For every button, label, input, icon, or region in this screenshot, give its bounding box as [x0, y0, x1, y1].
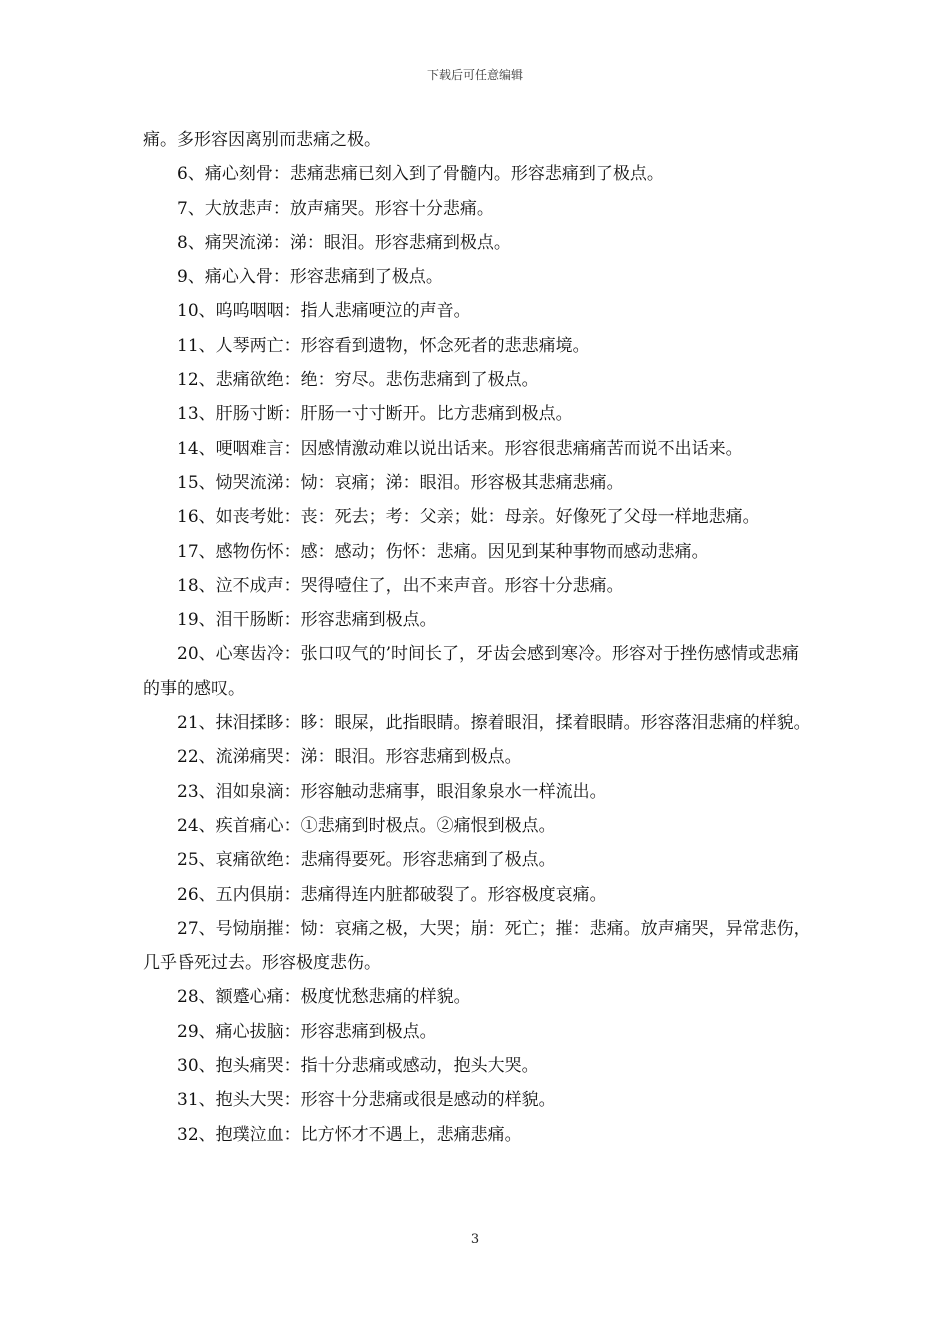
idiom-entry-11: 11、人琴两亡：形容看到遗物，怀念死者的悲悲痛境。: [177, 335, 590, 356]
idiom-entry-12: 12、悲痛欲绝：绝：穷尽。悲伤悲痛到了极点。: [177, 370, 539, 391]
idiom-entry-31: 31、抱头大哭：形容十分悲痛或很是感动的样貌。: [177, 1090, 556, 1111]
paragraph-continuation: 痛。多形容因离别而悲痛之极。: [143, 130, 381, 150]
idiom-entry-8: 8、痛哭流涕：涕：眼泪。形容悲痛到极点。: [177, 232, 511, 253]
idiom-entry-30: 30、抱头痛哭：指十分悲痛或感动，抱头大哭。: [177, 1056, 539, 1077]
idiom-entry-6: 6、痛心刻骨：悲痛悲痛已刻入到了骨髓内。形容悲痛到了极点。: [177, 164, 664, 185]
idiom-entry-22: 22、流涕痛哭：涕：眼泪。形容悲痛到极点。: [177, 747, 522, 768]
idiom-entry-27: 27、号恸崩摧：恸：哀痛之极，大哭；崩：死亡；摧：悲痛。放声痛哭，异常悲伤，几乎昏死过去。形容极度悲伤。: [143, 918, 811, 974]
idiom-entry-32: 32、抱璞泣血：比方怀才不遇上，悲痛悲痛。: [177, 1124, 522, 1145]
idiom-entry-21: 21、抹泪揉眵：眵：眼屎，此指眼睛。擦着眼泪，揉着眼睛。形容落泪悲痛的样貌。: [177, 713, 811, 734]
page-number: 3: [470, 1232, 480, 1247]
idiom-entry-17: 17、感物伤怀：感：感动；伤怀：悲痛。因见到某种事物而感动悲痛。: [177, 541, 709, 562]
idiom-entry-23: 23、泪如泉滴：形容触动悲痛事，眼泪象泉水一样流出。: [177, 781, 607, 802]
page-header-note: 下载后可任意编辑: [426, 68, 523, 82]
idiom-entry-16: 16、如丧考妣：丧：死去；考：父亲；妣：母亲。好像死了父母一样地悲痛。: [177, 507, 760, 528]
idiom-entry-18: 18、泣不成声：哭得噎住了，出不来声音。形容十分悲痛。: [177, 575, 624, 596]
idiom-entry-29: 29、痛心拔脑：形容悲痛到极点。: [177, 1021, 437, 1042]
document-body: [143, 123, 813, 1152]
idiom-entry-20: 20、心寒齿冷：张口叹气的’时间长了，牙齿会感到寒冷。形容对于挫伤感情或悲痛的事的感叹。: [143, 644, 800, 699]
idiom-entry-25: 25、哀痛欲绝：悲痛得要死。形容悲痛到了极点。: [177, 850, 556, 871]
idiom-entry-24: 24、疾首痛心：①悲痛到时极点。②痛恨到极点。: [177, 815, 556, 836]
idiom-entry-26: 26、五内俱崩：悲痛得连内脏都破裂了。形容极度哀痛。: [177, 884, 607, 905]
idiom-entry-15: 15、恸哭流涕：恸：哀痛；涕：眼泪。形容极其悲痛悲痛。: [177, 472, 624, 493]
idiom-entry-10: 10、呜呜咽咽：指人悲痛哽泣的声音。: [177, 301, 471, 322]
idiom-entry-13: 13、肝肠寸断：肝肠一寸寸断开。比方悲痛到极点。: [177, 404, 573, 425]
idiom-entry-28: 28、额蹙心痛：极度忧愁悲痛的样貌。: [177, 987, 471, 1008]
idiom-entry-7: 7、大放悲声：放声痛哭。形容十分悲痛。: [177, 198, 494, 219]
idiom-entry-19: 19、泪干肠断：形容悲痛到极点。: [177, 610, 437, 631]
idiom-entry-14: 14、哽咽难言：因感情激动难以说出话来。形容很悲痛痛苦而说不出话来。: [177, 438, 743, 459]
idiom-entry-9: 9、痛心入骨：形容悲痛到了极点。: [177, 267, 443, 288]
